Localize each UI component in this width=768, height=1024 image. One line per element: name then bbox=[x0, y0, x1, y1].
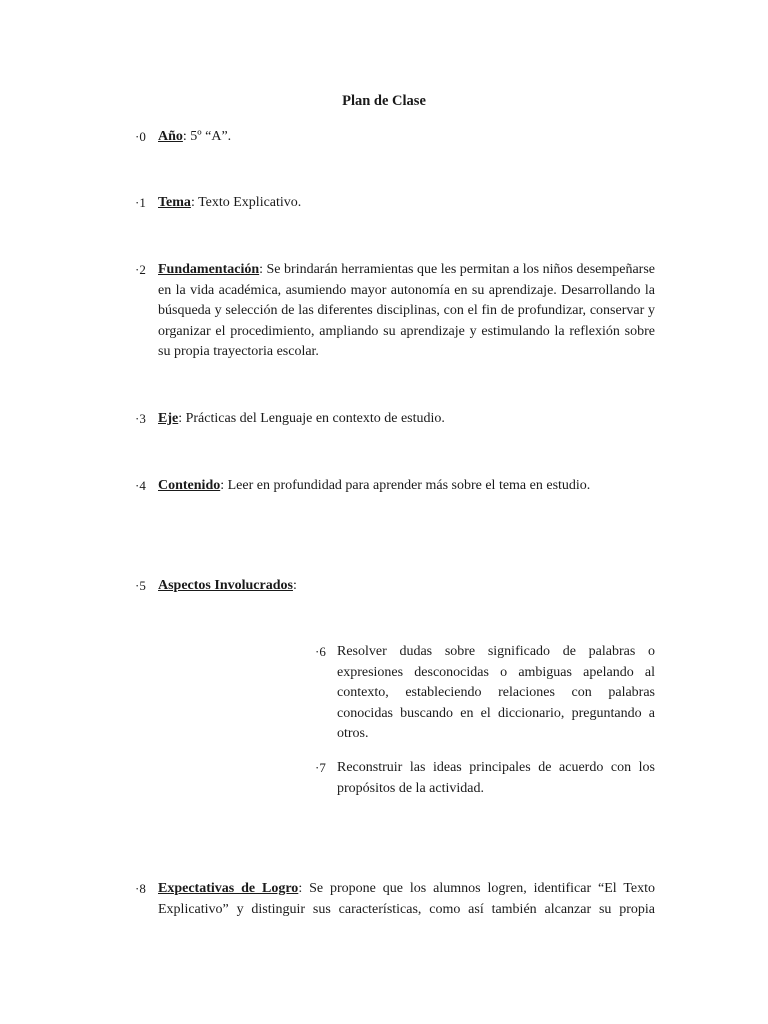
item-number: ·0 bbox=[135, 129, 146, 144]
item-text: : bbox=[292, 578, 297, 593]
item-label: Fundamentación bbox=[158, 262, 260, 277]
item-text: : Se propone que los alumnos logren, identificar “El Texto Explicativo” y distinguir sus características, como así también alcanzar su propia bbox=[158, 881, 655, 917]
page-title: Plan de Clase bbox=[342, 93, 426, 109]
item-number: ·7 bbox=[315, 760, 326, 775]
item-text: : Texto Explicativo. bbox=[190, 195, 302, 210]
item-number: ·8 bbox=[135, 881, 146, 896]
item-label: Tema bbox=[158, 195, 191, 210]
item-text: : Prácticas del Lenguaje en contexto de estudio. bbox=[178, 411, 445, 426]
item-label: Contenido bbox=[158, 478, 221, 493]
item-number: ·2 bbox=[135, 262, 146, 277]
item-number: ·4 bbox=[135, 478, 146, 493]
item-label: Eje bbox=[158, 411, 179, 426]
item-number: ·3 bbox=[135, 411, 146, 426]
item-number: ·1 bbox=[135, 195, 146, 210]
item-label: Aspectos Involucrados bbox=[158, 578, 293, 593]
item-text: : Se brindarán herramientas que les permitan a los niños desempeñarse en la vida académica, asumiendo mayor autonomía en su aprendizaje. Desarrollando la búsqueda y selección de las diferentes disciplinas, con el fin de profundizar, conservar y organizar el procedimiento, ampliando su aprendizaje y estimulando la reflexión sobre su propia trayectoria escolar. bbox=[158, 262, 655, 359]
item-text: : Leer en profundidad para aprender más sobre el tema en estudio. bbox=[220, 478, 591, 493]
item-label: Año bbox=[158, 129, 183, 144]
item-text: Reconstruir las ideas principales de acuerdo con los propósitos de la actividad. bbox=[337, 760, 655, 796]
item-text: : 5º “A”. bbox=[182, 129, 232, 144]
item-number: ·5 bbox=[135, 578, 146, 593]
item-label: Expectativas de Logro bbox=[158, 881, 299, 896]
item-text: Resolver dudas sobre significado de palabras o expresiones desconocidas o ambiguas apelando al contexto, estableciendo relaciones con palabras conocidas buscando en el diccionario, preguntando a otros. bbox=[337, 644, 655, 741]
item-number: ·6 bbox=[315, 644, 326, 659]
